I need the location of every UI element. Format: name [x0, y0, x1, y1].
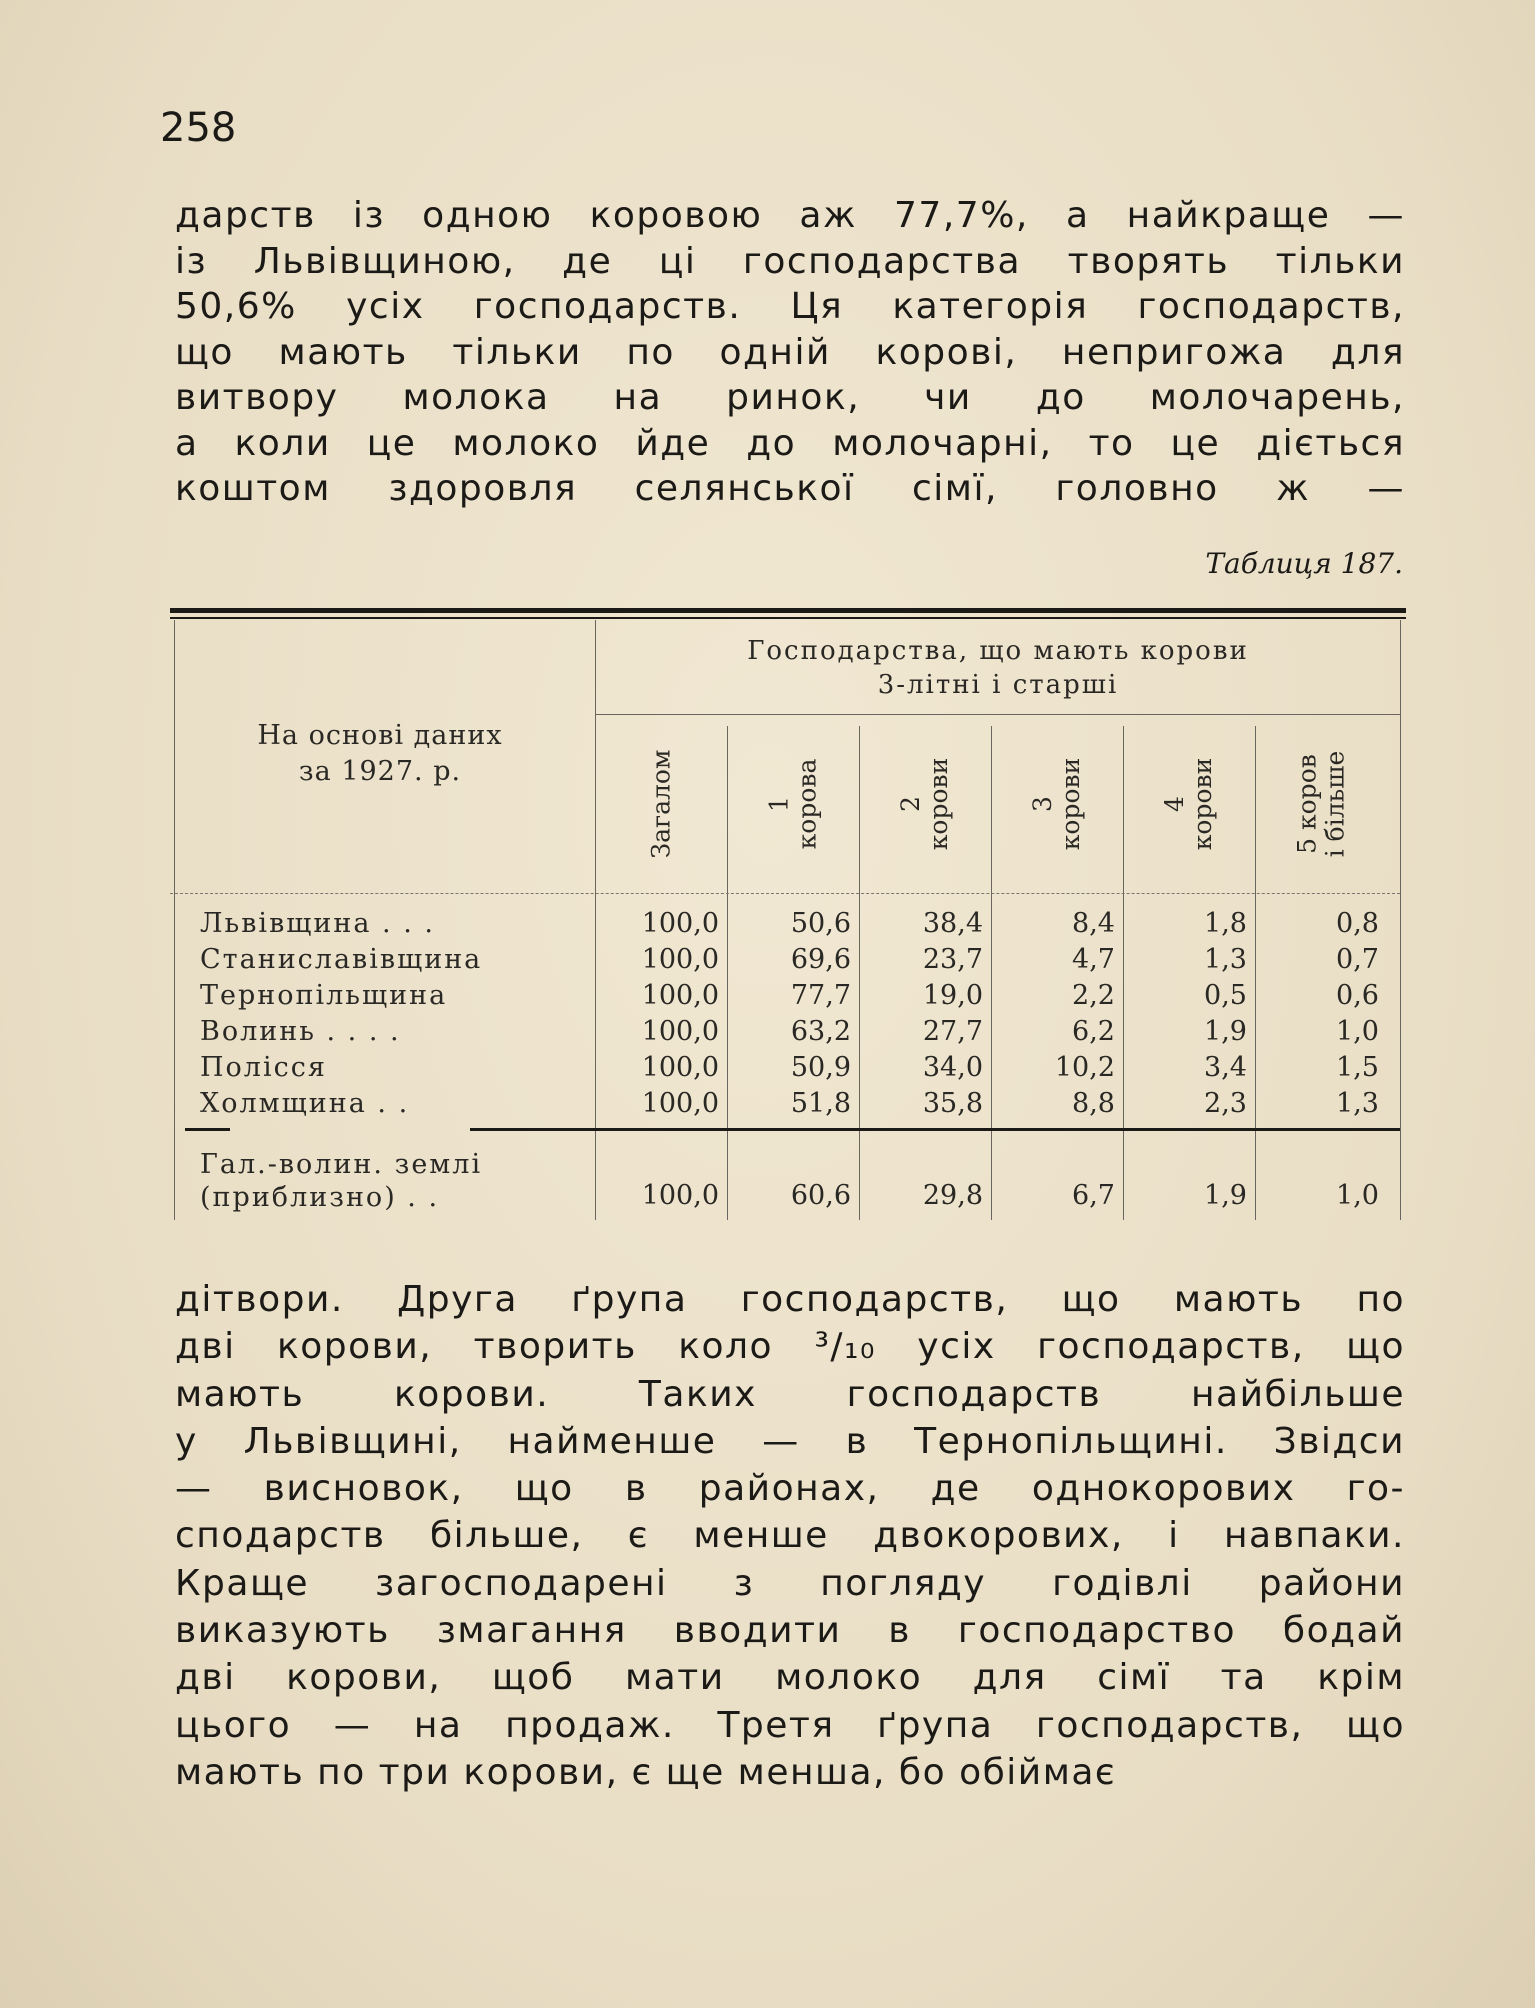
column-header — [1123, 726, 1255, 882]
column-header — [727, 726, 859, 882]
column-header-label: Загалом — [646, 749, 675, 859]
text-line: коштом здоровля селянської сімї, головно ж — — [175, 468, 1405, 509]
column-header — [859, 726, 991, 882]
header-bottom-rule — [170, 893, 1400, 894]
table-cell: 1,0 — [1336, 1016, 1379, 1047]
text-line: що мають тільки по одній корові, непригожа для — [175, 331, 1405, 373]
table-cell: 10,2 — [1054, 1052, 1115, 1083]
table-cell: 8,8 — [1072, 1088, 1115, 1119]
column-header-label: 2 корови — [896, 757, 953, 851]
text-line: а коли це молоко йде до молочарні, то це діється — [175, 422, 1405, 464]
table-cell: 8,4 — [1072, 908, 1115, 939]
column-header — [595, 726, 727, 882]
paragraph-top — [175, 193, 1405, 512]
table-cell: 100,0 — [641, 1016, 719, 1047]
table-cell: 100,0 — [641, 908, 719, 939]
table-cell: 23,7 — [922, 944, 983, 975]
table-cell-total: 29,8 — [922, 1180, 983, 1211]
text-line: сподарств більше, є менше двокорових, і навпаки. — [175, 1515, 1405, 1557]
table-cell: 35,8 — [922, 1088, 983, 1119]
table-cell: 100,0 — [641, 1088, 719, 1119]
table-cell: 50,9 — [790, 1052, 851, 1083]
text-line: дві корови, щоб мати молоко для сімї та крім — [175, 1657, 1405, 1699]
text-line: мають корови. Таких господарств найбільше — [175, 1373, 1405, 1415]
table-cell-total: 1,9 — [1204, 1180, 1247, 1211]
text-line: дві корови, творить коло ³/₁₀ усіх господарств, що — [175, 1326, 1405, 1368]
table-cell: 0,5 — [1204, 980, 1247, 1011]
table-cell: 1,9 — [1204, 1016, 1247, 1047]
text-line: дітвори. Друга ґрупа господарств, що мають по — [175, 1279, 1405, 1320]
table-cell: 51,8 — [790, 1088, 851, 1119]
text-line: дарств із одною коровою аж 77,7%, а найкраще — — [175, 195, 1405, 236]
text-line: із Львівщиною, де ці господарства творять тільки — [175, 240, 1405, 282]
table-cell: 1,5 — [1336, 1052, 1379, 1083]
table-cell: 0,6 — [1336, 980, 1379, 1011]
table-cell: 100,0 — [641, 944, 719, 975]
column-header — [991, 726, 1123, 882]
text-line: виказують змагання вводити в господарство бодай — [175, 1610, 1405, 1652]
group-header-line: 3-літні і старші — [877, 670, 1119, 700]
table-cell: 77,7 — [790, 980, 851, 1011]
paragraph-bottom — [175, 1276, 1405, 1796]
table-cell: 50,6 — [790, 908, 851, 939]
table-caption: Таблиця 187. — [1205, 547, 1403, 580]
stub-header-line: На основі даних — [257, 720, 503, 751]
column-header-label: 1 корова — [764, 758, 821, 850]
page-number: 258 — [160, 105, 237, 151]
stub-header — [170, 718, 590, 790]
row-label: Тернопільщина — [200, 980, 448, 1011]
group-header-rule — [595, 714, 1400, 715]
table-cell: 2,2 — [1072, 980, 1115, 1011]
totals-rule-left — [185, 1128, 230, 1131]
table-cell-total: 1,0 — [1336, 1180, 1379, 1211]
table-left-rule — [174, 620, 175, 1220]
table-cell: 2,3 — [1204, 1088, 1247, 1119]
text-line: витвору молока на ринок, чи до молочарень, — [175, 377, 1405, 418]
column-header — [1255, 726, 1387, 882]
row-label: Волинь . . . . — [200, 1016, 401, 1047]
row-label: Львівщина . . . — [200, 908, 435, 939]
total-row-label: Гал.-волин. землі (приблизно) . . — [200, 1149, 483, 1213]
column-header-label: 3 корови — [1028, 757, 1085, 851]
table-cell: 1,8 — [1204, 908, 1247, 939]
table-cell: 69,6 — [790, 944, 851, 975]
table-cell: 27,7 — [922, 1016, 983, 1047]
row-label: Полісся — [200, 1052, 327, 1083]
table-cell: 1,3 — [1336, 1088, 1379, 1119]
text-line: 50,6% усіх господарств. Ця категорія господарств, — [175, 286, 1405, 327]
totals-rule — [470, 1128, 1400, 1131]
text-line: у Львівщині, найменше — в Тернопільщині. Звідси — [175, 1420, 1405, 1462]
table-cell: 4,7 — [1072, 944, 1115, 975]
table-cell-total: 6,7 — [1072, 1180, 1115, 1211]
column-header-label: 4 корови — [1160, 757, 1217, 851]
table-right-rule — [1400, 620, 1401, 1220]
row-label: Холмщина . . — [200, 1088, 410, 1119]
table-cell-total: 60,6 — [790, 1180, 851, 1211]
table-cell-total: 100,0 — [641, 1180, 719, 1211]
group-header — [590, 634, 1406, 702]
table-cell: 100,0 — [641, 1052, 719, 1083]
statistics-table — [170, 608, 1406, 1223]
column-header-label: 5 коров і більше — [1292, 750, 1349, 858]
table-cell: 100,0 — [641, 980, 719, 1011]
table-cell: 3,4 — [1204, 1052, 1247, 1083]
row-label: Станиславівщина — [200, 944, 483, 975]
table-top-rule-thin — [170, 617, 1406, 619]
table-cell: 63,2 — [790, 1016, 851, 1047]
text-line: цього — на продаж. Третя ґрупа господарств, що — [175, 1704, 1405, 1746]
text-line: — висновок, що в районах, де однокорових го- — [175, 1468, 1405, 1510]
table-cell: 6,2 — [1072, 1016, 1115, 1047]
table-cell: 0,7 — [1336, 944, 1379, 975]
group-header-line: Господарства, що мають корови — [747, 636, 1249, 666]
text-line: мають по три корови, є ще менша, бо обіймає — [175, 1751, 1117, 1793]
table-cell: 34,0 — [922, 1052, 983, 1083]
table-cell: 19,0 — [922, 980, 983, 1011]
text-line: Краще загосподарені з погляду годівлі райони — [175, 1562, 1405, 1604]
table-cell: 1,3 — [1204, 944, 1247, 975]
stub-header-line: за 1927. р. — [298, 756, 462, 787]
table-top-rule — [170, 608, 1406, 613]
table-cell: 0,8 — [1336, 908, 1379, 939]
table-cell: 38,4 — [922, 908, 983, 939]
